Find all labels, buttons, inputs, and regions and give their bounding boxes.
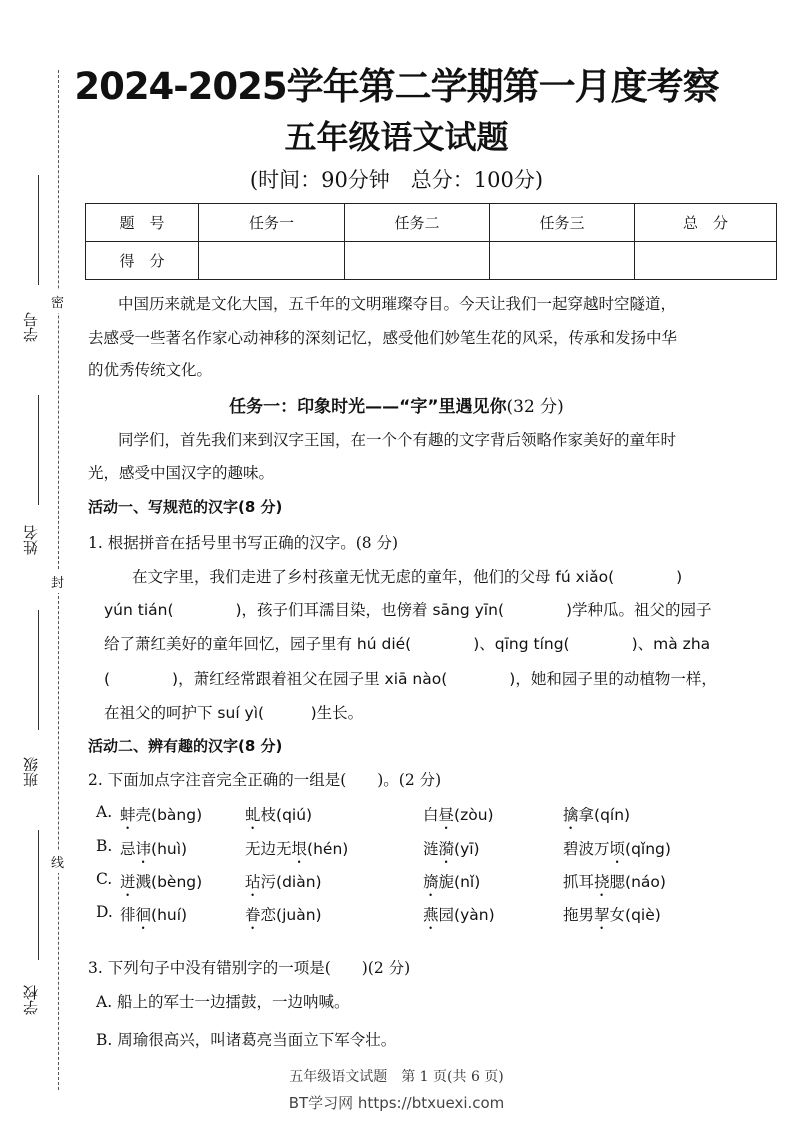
pinyin: (náo)	[625, 873, 666, 891]
option-word	[245, 870, 322, 900]
option-word	[563, 870, 666, 900]
q3-option-a: A. 船上的军士一边擂鼓，一边呐喊。	[96, 993, 350, 1011]
exam-subtitle: 五年级语文试题	[284, 118, 509, 156]
dotted-char: 昼	[438, 806, 455, 824]
pinyin: (yī)	[454, 840, 480, 858]
intro-line: 的优秀传统文化。	[88, 361, 213, 379]
score-cell[interactable]	[490, 242, 635, 280]
option-label: D.	[96, 903, 113, 921]
dotted-char: 玷	[245, 873, 261, 891]
intro-line: 中国历来就是文化大国，五千年的文明璀璨夺目。今天让我们一起穿越时空隧道，	[118, 295, 677, 313]
score-header-cell: 任务三	[490, 204, 635, 242]
watermark: BT学习网 https://btxuexi.com	[288, 1094, 505, 1112]
pinyin: (diàn)	[276, 873, 322, 891]
pinyin: (qǐng)	[625, 840, 671, 858]
seal-mark-xian: 线	[51, 850, 64, 873]
option-word	[563, 837, 671, 867]
pinyin: (yàn)	[454, 906, 495, 924]
word-pre: 白	[423, 806, 439, 824]
question-2: 2. 下面加点字注音完全正确的一组是( )。(2 分)	[88, 771, 442, 789]
fill-line: ( )，萧红经常跟着祖父在园子里 xiā nào( )，她和园子里的动植物一样，	[104, 670, 717, 688]
option-word	[423, 870, 480, 900]
school-line[interactable]	[38, 830, 39, 960]
word-pre: 忌	[120, 840, 136, 858]
option-word	[423, 803, 494, 833]
exam-time-info: (时间：90分钟 总分：100分)	[249, 168, 544, 192]
option-word	[120, 837, 187, 867]
pinyin: (huì)	[151, 840, 188, 858]
q3-option-b: B. 周瑜很高兴，叫诸葛亮当面立下军令壮。	[96, 1031, 397, 1049]
score-cell[interactable]	[345, 242, 490, 280]
score-table	[85, 203, 777, 280]
dotted-char: 迸	[120, 873, 136, 891]
word-post: 枝	[260, 806, 277, 824]
word-post: 壳	[135, 806, 152, 824]
dotted-char: 眷	[245, 906, 261, 924]
dotted-char: 蚌	[120, 806, 136, 824]
option-label: B.	[96, 837, 113, 855]
fill-line: yún tián( )，孩子们耳濡目染，也傍着 sāng yīn( )学种瓜。祖父的园子	[104, 601, 712, 619]
pinyin: (bàng)	[151, 806, 203, 824]
score-header-cell: 总 分	[635, 204, 777, 242]
dotted-char: 顷	[609, 840, 626, 858]
option-word	[120, 903, 187, 933]
student-id-label: 学号	[22, 312, 40, 342]
option-word	[245, 803, 312, 833]
pinyin: (nǐ)	[454, 873, 481, 891]
question-1: 1. 根据拼音在括号里书写正确的汉字。(8 分)	[88, 534, 399, 552]
fill-line: 在祖父的呵护下 suí yì( )生长。	[104, 704, 364, 722]
option-word	[423, 837, 480, 867]
word-post: 女	[609, 906, 626, 924]
pinyin: (hén)	[307, 840, 349, 858]
dotted-char: 讳	[135, 840, 152, 858]
task1-score: (32 分)	[506, 397, 564, 417]
pinyin: (bèng)	[151, 873, 203, 891]
score-header-cell: 任务二	[345, 204, 490, 242]
dotted-char: 垠	[291, 840, 308, 858]
word-post: 园	[438, 906, 455, 924]
word-post: 溅	[135, 873, 152, 891]
word-pre: 涟	[423, 840, 439, 858]
word-pre: 无边无	[245, 840, 292, 858]
intro-line: 去感受一些著名作家心动神移的深刻记忆，感受他们妙笔生花的风采，传承和发扬中华	[88, 329, 678, 347]
class-line[interactable]	[38, 610, 39, 730]
dotted-char: 挠	[594, 873, 610, 891]
option-word	[120, 803, 202, 833]
task1-intro-line: 同学们，首先我们来到汉字王国，在一个个有趣的文字背后领略作家美好的童年时	[118, 431, 677, 449]
page-footer: 五年级语文试题 第 1 页(共 6 页)	[289, 1069, 504, 1085]
seal-mark-mi: 密	[51, 290, 64, 313]
word-post: 旎	[438, 873, 455, 891]
dotted-char: 擒	[563, 806, 579, 824]
name-label: 姓名	[22, 525, 40, 555]
option-word	[245, 903, 322, 933]
score-header-cell: 任务一	[199, 204, 345, 242]
option-label: A.	[96, 803, 113, 821]
activity2-title: 活动二、辨有趣的汉字(8 分)	[88, 737, 283, 755]
class-label: 班级	[22, 757, 40, 787]
dotted-char: 挈	[594, 906, 610, 924]
word-pre: 抓耳	[563, 873, 595, 891]
dotted-char: 漪	[438, 840, 455, 858]
option-word	[563, 903, 661, 933]
pinyin: (juàn)	[276, 906, 322, 924]
dotted-char: 旖	[423, 873, 439, 891]
word-pre: 拖男	[563, 906, 595, 924]
dotted-char: 燕	[423, 906, 439, 924]
word-post: 腮	[609, 873, 626, 891]
question-3: 3. 下列句子中没有错别字的一项是( )(2 分)	[88, 959, 411, 977]
task1-title: 任务一：印象时光——“字”里遇见你	[229, 397, 507, 417]
word-pre: 碧波万	[563, 840, 610, 858]
task1-heading	[0, 392, 793, 417]
pinyin: (qiè)	[625, 906, 661, 924]
option-word	[423, 903, 495, 933]
word-post: 污	[260, 873, 277, 891]
score-row-label: 得 分	[86, 242, 199, 280]
fill-line: 给了萧红美好的童年回忆，园子里有 hú dié( )、qīng tíng( )、mà zha	[104, 635, 711, 653]
option-word	[245, 837, 348, 867]
word-post: 恋	[260, 906, 277, 924]
option-word	[563, 803, 630, 833]
dotted-char: 虬	[245, 806, 261, 824]
option-word	[120, 870, 202, 900]
exam-title: 2024-2025学年第二学期第一月度考察	[74, 65, 719, 108]
fill-line: 在文字里，我们走进了乡村孩童无忧无虑的童年，他们的父母 fú xiǎo( )	[132, 568, 683, 586]
pinyin: (huí)	[151, 906, 188, 924]
score-cell[interactable]	[199, 242, 345, 280]
pinyin: (zòu)	[454, 806, 494, 824]
dotted-char: 徊	[135, 906, 152, 924]
seal-mark-feng: 封	[51, 570, 64, 593]
pinyin: (qiú)	[276, 806, 313, 824]
score-cell[interactable]	[635, 242, 777, 280]
option-label: C.	[96, 870, 113, 888]
school-label: 学校	[22, 985, 40, 1015]
word-post: 拿	[578, 806, 595, 824]
word-pre: 徘	[120, 906, 136, 924]
task1-intro-line: 光，感受中国汉字的趣味。	[88, 464, 275, 482]
pinyin: (qín)	[594, 806, 631, 824]
activity1-title: 活动一、写规范的汉字(8 分)	[88, 498, 283, 516]
score-header-cell: 题 号	[86, 204, 199, 242]
